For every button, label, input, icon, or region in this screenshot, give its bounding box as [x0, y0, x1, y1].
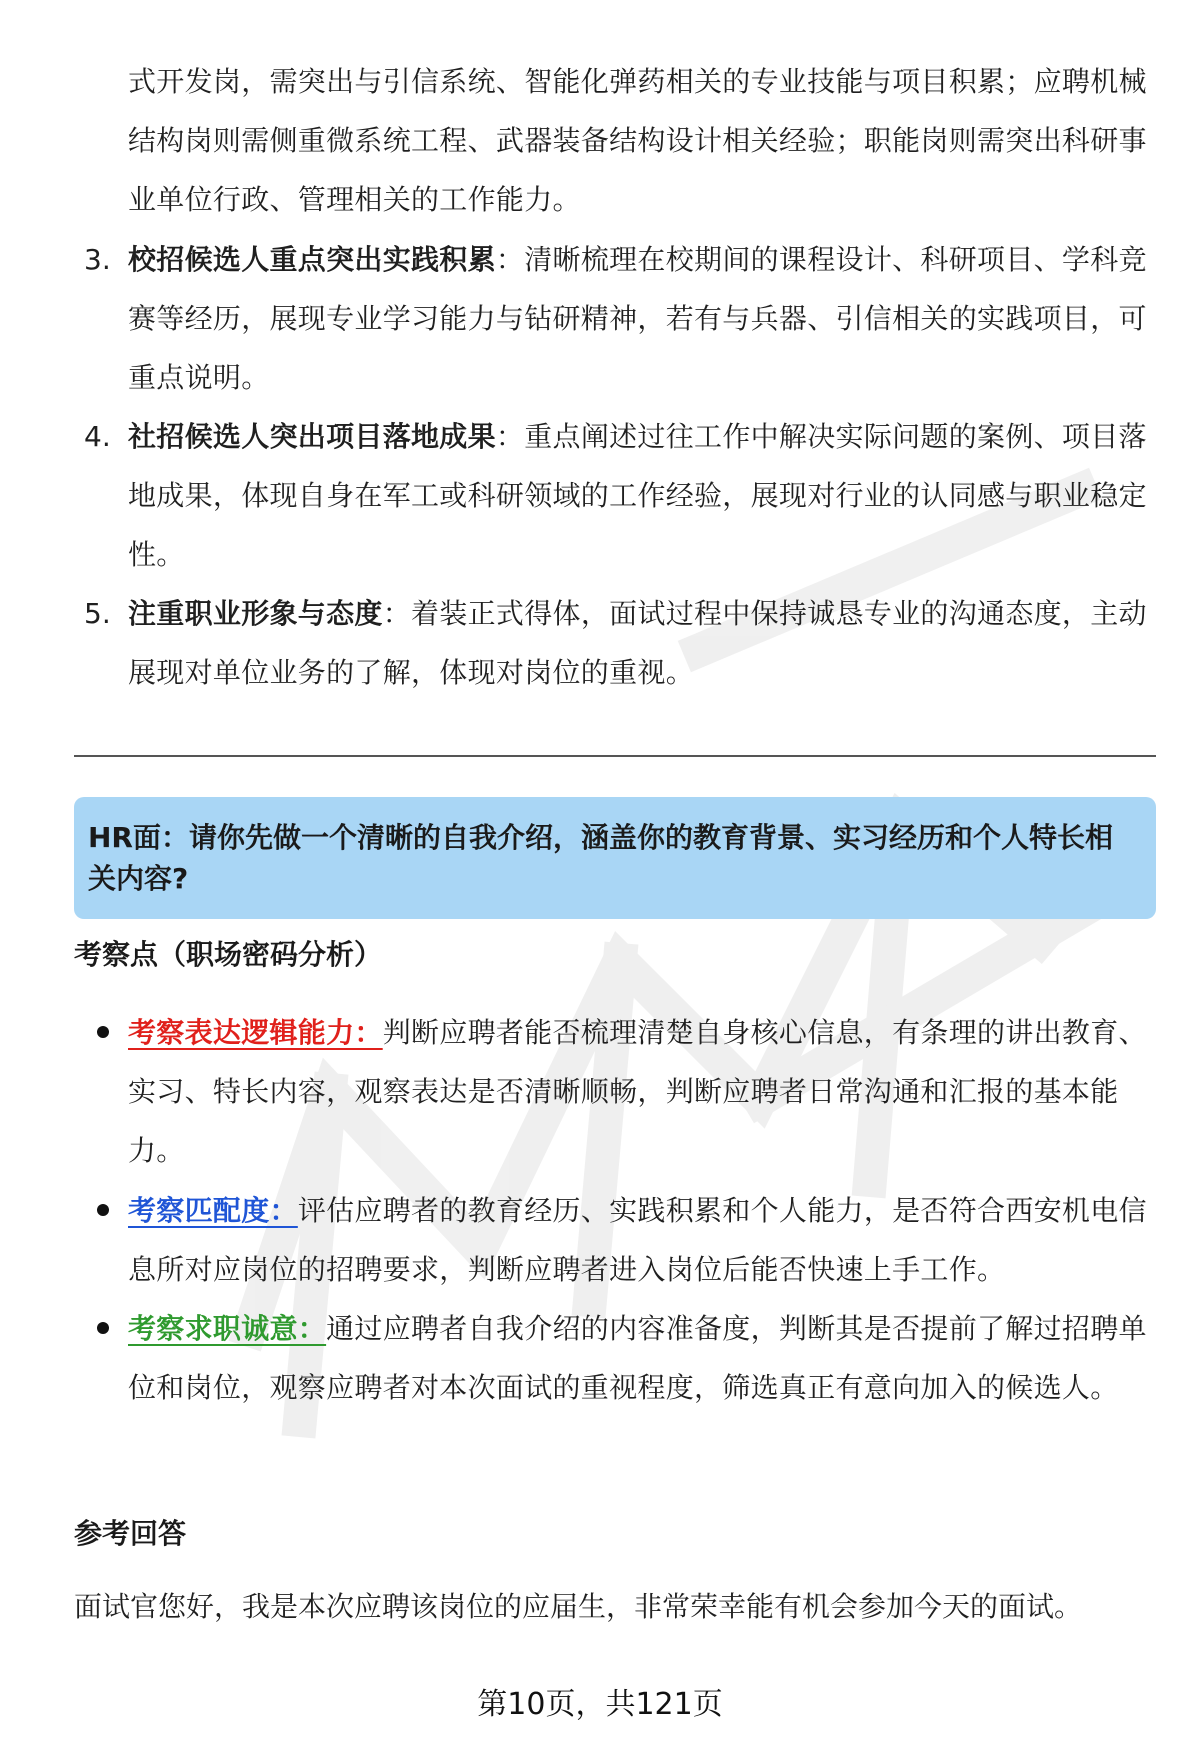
analysis-keyword: 考察求职诚意： — [128, 1312, 327, 1345]
answer-title: 参考回答 — [74, 1517, 187, 1550]
answer-text: 面试官您好，我是本次应聘该岗位的应届生，非常荣幸能有机会参加今天的面试。 — [74, 1590, 1083, 1623]
analysis-item — [128, 1299, 1148, 1417]
tip-title: 注重职业形象与态度 — [128, 597, 383, 630]
tip-item — [128, 230, 1148, 407]
section-divider — [74, 755, 1156, 757]
analysis-title: 考察点（职场密码分析） — [74, 938, 383, 971]
tip-title: 社招候选人突出项目落地成果 — [128, 420, 496, 453]
tip-text: 清晰梳理在校期间的课程设计、科研项目、学科竞赛等经历，展现专业学习能力与钻研精神，若有与兵器、引信相关的实践项目，可重点说明。 — [128, 243, 1147, 394]
bullet-dot — [97, 1322, 109, 1334]
analysis-keyword: 考察表达逻辑能力： — [128, 1016, 383, 1049]
bullet-dot — [97, 1204, 109, 1216]
analysis-keyword: 考察匹配度： — [128, 1194, 298, 1227]
page-footer: 第10页，共121页 — [477, 1687, 723, 1722]
analysis-item — [128, 1181, 1148, 1299]
tip-text: 着装正式得体，面试过程中保持诚恳专业的沟通态度，主动展现对单位业务的了解，体现对岗位的重视。 — [128, 597, 1147, 689]
tip-item — [128, 584, 1148, 702]
question-box: HR面：请你先做一个清晰的自我介绍，涵盖你的教育背景、实习经历和个人特长相关内容? — [74, 797, 1156, 919]
bullet-dot — [97, 1026, 109, 1038]
intro-continuation: 式开发岗，需突出与引信系统、智能化弹药相关的专业技能与项目积累；应聘机械结构岗则需侧重微系统工程、武器装备结构设计相关经验；职能岗则需突出科研事业单位行政、管理相关的工作能力。 — [128, 65, 1147, 216]
tip-separator: ： — [495, 420, 525, 453]
tip-separator: ： — [495, 243, 525, 276]
analysis-text: 判断应聘者能否梳理清楚自身核心信息，有条理的讲出教育、实习、特长内容，观察表达是否清晰顺畅，判断应聘者日常沟通和汇报的基本能力。 — [128, 1016, 1147, 1167]
tip-number: 4. — [84, 420, 111, 453]
tip-text: 重点阐述过往工作中解决实际问题的案例、项目落地成果，体现自身在军工或科研领域的工作经验，展现对行业的认同感与职业稳定性。 — [128, 420, 1147, 571]
tip-number: 5. — [84, 597, 111, 630]
tip-title: 校招候选人重点突出实践积累 — [128, 243, 496, 276]
tip-number: 3. — [84, 243, 111, 276]
tip-item — [128, 407, 1148, 584]
analysis-text: 评估应聘者的教育经历、实践积累和个人能力，是否符合西安机电信息所对应岗位的招聘要求，判断应聘者进入岗位后能否快速上手工作。 — [128, 1194, 1147, 1286]
tip-separator: ： — [382, 597, 412, 630]
analysis-text: 通过应聘者自我介绍的内容准备度，判断其是否提前了解过招聘单位和岗位，观察应聘者对本次面试的重视程度，筛选真正有意向加入的候选人。 — [128, 1312, 1147, 1404]
analysis-item — [128, 1003, 1148, 1180]
